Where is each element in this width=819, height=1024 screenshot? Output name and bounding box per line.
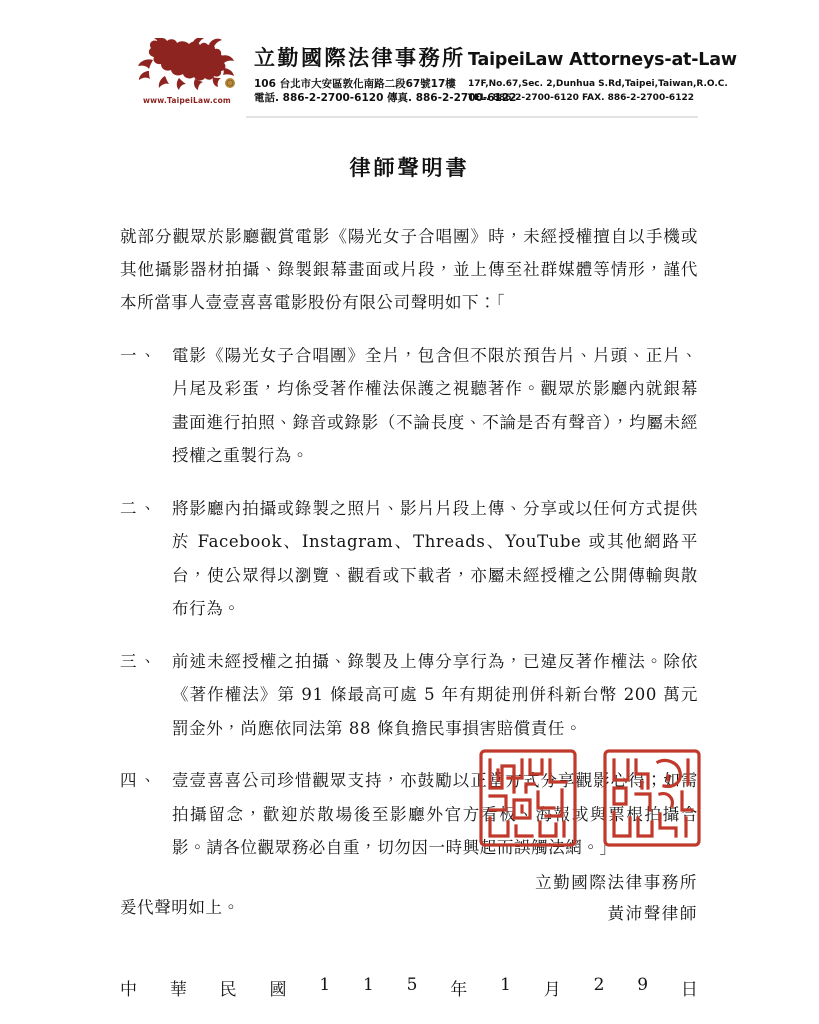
firm-address-zh-block: [254, 77, 517, 106]
letterhead: [0, 38, 819, 120]
date-char: 民: [219, 980, 237, 1000]
firm-phone-zh: 電話. 886-2-2700-6120 傳真. 886-2-2700-6122: [254, 92, 517, 105]
clause-text: 將影廳內拍攝或錄製之照片、影片片段上傳、分享或以任何方式提供於 Facebook、Instagram、Threads、YouTube 或其他網路平台，使公眾得以瀏覽、觀看或下載者，亦屬未經授權之公開傳輸與散布行為。: [172, 498, 698, 619]
closing-statement: 爰代聲明如上。: [120, 897, 240, 917]
date-year-digit: 1: [362, 975, 374, 995]
date-month-digit: 1: [500, 975, 511, 995]
date-year-label: 年: [450, 980, 468, 1000]
pixiu-beast-logo-icon: [135, 38, 239, 94]
clause-marker: 四、: [120, 771, 159, 791]
intro-paragraph: 就部分觀眾於影廳觀賞電影《陽光女子合唱團》時，未經授權擅自以手機或其他攝影器材拍攝、錄製銀幕畫面或片段，並上傳至社群媒體等情形，謹代本所當事人壹壹喜喜電影股份有限公司聲明如下：「: [120, 226, 698, 313]
header-divider: [246, 116, 698, 118]
date-year-digit: 5: [406, 975, 418, 995]
date-char: 華: [169, 980, 187, 1000]
clause-text: 前述未經授權之拍攝、錄製及上傳分享行為，已違反著作權法。除依《著作權法》第 91 條最高可處 5 年有期徒刑併科新台幣 200 萬元罰金外，尚應依同法第 88 條負擔民事損害賠償責任。: [172, 651, 698, 738]
firm-logo-block: [128, 38, 246, 105]
seal-group: [478, 748, 702, 848]
firm-address-zh: 106 台北市大安區敦化南路二段67號17樓: [254, 78, 456, 90]
attorney-seal-stamp-icon: [602, 748, 702, 848]
firm-address-en: 17F,No.67,Sec. 2,Dunhua S.Rd,Taipei,Taiwan,R.O.C.: [468, 79, 728, 89]
date-day-digit: 2: [593, 975, 605, 995]
signature-block: [400, 868, 698, 929]
firm-name-en: TaipeiLaw Attorneys-at-Law: [468, 50, 737, 70]
firm-name-block: [254, 38, 737, 106]
clause-item: [120, 339, 698, 473]
date-day-digit: 9: [637, 975, 649, 995]
firm-website-text: www.TaipeiLaw.com: [143, 96, 231, 105]
signature-attorney: 黃沛聲律師: [607, 903, 698, 923]
clause-text: 電影《陽光女子合唱團》全片，包含但不限於預告片、片頭、正片、片尾及彩蛋，均係受著作權法保護之視聽著作。觀眾於影廳內就銀幕畫面進行拍照、錄音或錄影（不論長度、不論是否有聲音），均屬未經授權之重製行為。: [172, 345, 698, 466]
clause-item: [120, 492, 698, 626]
firm-phone-en: TEL. 886-2-2700-6120 FAX. 886-2-2700-6122: [468, 93, 694, 104]
firm-address-en-block: [468, 77, 728, 106]
date-day-label: 日: [680, 980, 698, 1000]
firm-seal-stamp-icon: [478, 748, 578, 848]
signature-firm: 立勤國際法律事務所: [535, 873, 698, 892]
clause-marker: 二、: [120, 498, 159, 518]
page-title: 律師聲明書: [349, 155, 470, 180]
clause-marker: 一、: [120, 345, 159, 365]
clause-item: [120, 645, 698, 745]
clause-text: 壹壹喜喜公司珍惜觀眾支持，亦鼓勵以正當方式分享觀影心得；如需拍攝留念，歡迎於散場後至影廳外官方看板、海報或與票根拍攝合影。請各位觀眾務必自重，切勿因一時興起而誤觸法網。」: [172, 771, 698, 858]
date-year-digit: 1: [319, 975, 331, 995]
date-month-label: 月: [543, 980, 561, 1000]
date-char: 中: [120, 980, 137, 1000]
date-line: [120, 975, 698, 1000]
clause-marker: 三、: [120, 651, 159, 671]
date-char: 國: [269, 980, 287, 1000]
firm-name-zh: 立勤國際法律事務所: [254, 45, 466, 70]
